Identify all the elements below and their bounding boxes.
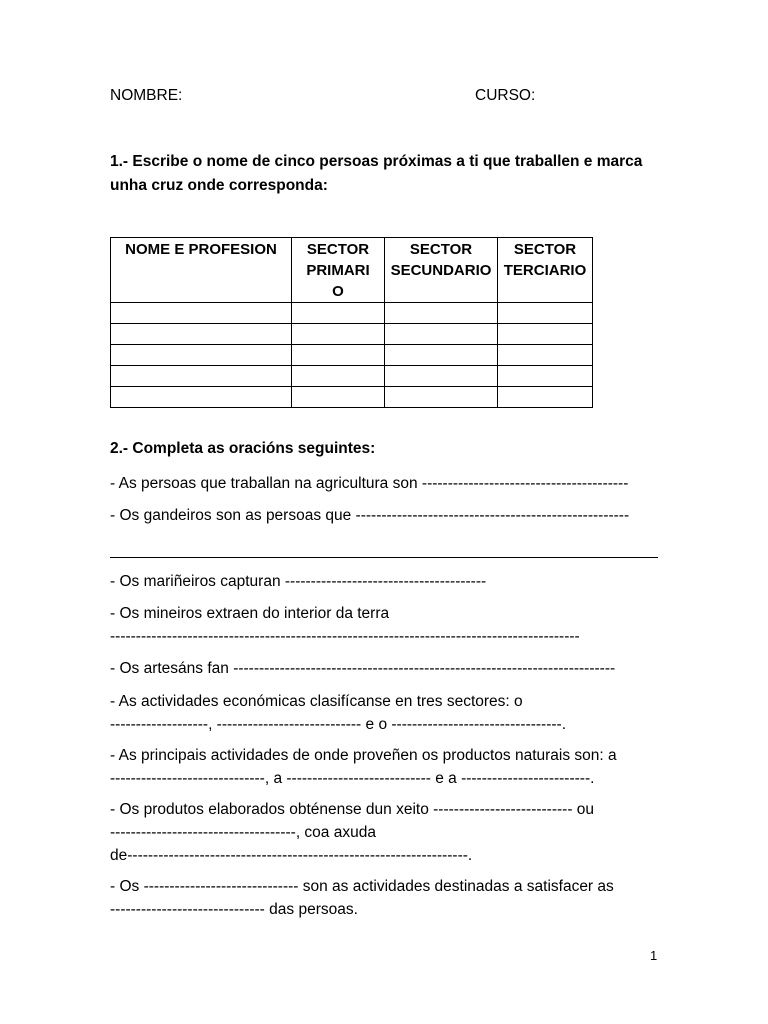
sentence-elaborated-products: - Os produtos elaborados obténense dun xeito --------------------------- ou ------------------------------------, coa axuda de------------------------------------------------------------------. [110, 801, 595, 864]
table-cell[interactable] [292, 303, 385, 324]
table-row [111, 345, 593, 366]
table-cell[interactable] [292, 366, 385, 387]
table-cell[interactable] [498, 366, 593, 387]
question-1-title: 1.- Escribe o nome de cinco persoas próximas a ti que traballen e marca unha cruz onde corresponda: [110, 153, 643, 194]
sentence-miners: - Os mineiros extraen do interior da terra ------------------------------------------------------------------------------------------- [110, 605, 580, 645]
sentence-agriculture: - As persoas que traballan na agricultura son ---------------------------------------- [110, 475, 629, 492]
sentence-economic-sectors: - As actividades económicas clasifícanse en tres sectores: o -------------------, ---------------------------- e o ---------------------------------. [110, 693, 567, 733]
table-cell[interactable] [385, 303, 498, 324]
sentence-services: - Os ------------------------------ son as actividades destinadas a satisfacer as ------------------------------ das persoas. [110, 878, 614, 918]
table-header-tertiary: SECTOR TERCIARIO [498, 238, 593, 303]
table-cell[interactable] [111, 366, 292, 387]
table-cell[interactable] [292, 324, 385, 345]
name-label: NOMBRE: [110, 87, 183, 104]
table-cell[interactable] [385, 366, 498, 387]
answer-rule [110, 557, 658, 558]
table-cell[interactable] [498, 387, 593, 408]
sector-table [110, 237, 593, 408]
table-header-name-profession: NOME E PROFESION [111, 238, 292, 303]
header [110, 87, 670, 107]
table-header-row [111, 238, 593, 303]
table-row [111, 366, 593, 387]
table-cell[interactable] [498, 303, 593, 324]
table-cell[interactable] [292, 387, 385, 408]
sentence-artisans: - Os artesáns fan -------------------------------------------------------------------------- [110, 660, 616, 677]
table-row [111, 324, 593, 345]
page-number: 1 [650, 948, 658, 963]
sentence-fishermen: - Os mariñeiros capturan --------------------------------------- [110, 573, 487, 590]
table-cell[interactable] [385, 345, 498, 366]
table-cell[interactable] [498, 345, 593, 366]
table-cell[interactable] [111, 303, 292, 324]
sentence-livestock: - Os gandeiros son as persoas que ----------------------------------------------------- [110, 507, 630, 524]
question-2-title: 2.- Completa as oracións seguintes: [110, 440, 376, 457]
table-cell[interactable] [111, 324, 292, 345]
table-row [111, 387, 593, 408]
sentence-natural-products: - As principais actividades de onde proveñen os productos naturais son: a ------------------------------, a ---------------------------- e a -------------------------. [110, 747, 617, 787]
table-cell[interactable] [385, 324, 498, 345]
table-cell[interactable] [498, 324, 593, 345]
table-cell[interactable] [111, 345, 292, 366]
table-cell[interactable] [292, 345, 385, 366]
table-row [111, 303, 593, 324]
table-header-primary: SECTOR PRIMARI O [292, 238, 385, 303]
table-cell[interactable] [111, 387, 292, 408]
table-cell[interactable] [385, 387, 498, 408]
course-label: CURSO: [475, 87, 536, 104]
table-header-secondary: SECTOR SECUNDARIO [385, 238, 498, 303]
